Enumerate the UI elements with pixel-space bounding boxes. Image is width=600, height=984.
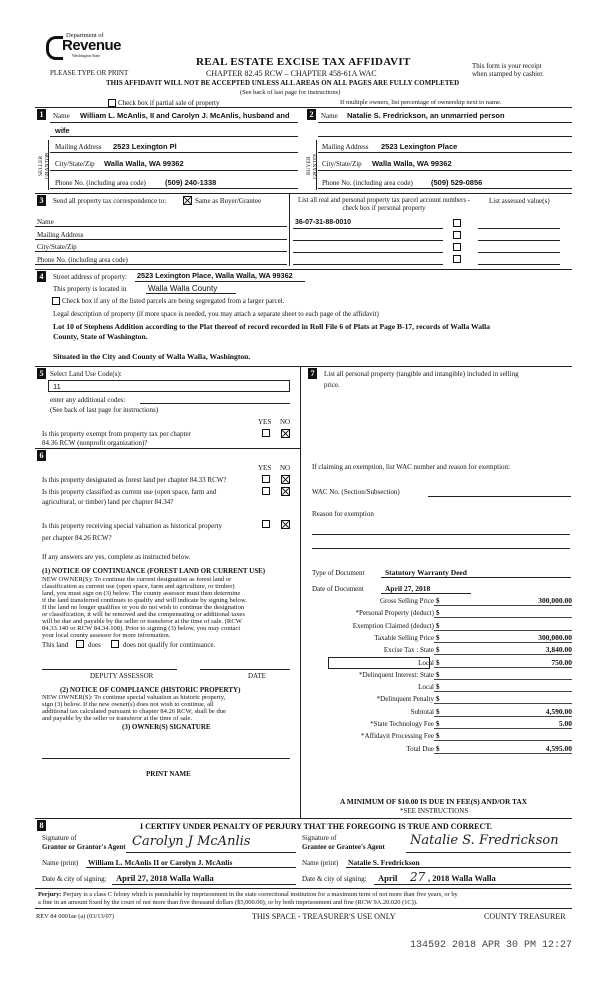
cashier-stamp: 134592 2018 APR 30 PM 12:27 [410,940,573,951]
continuance-line: or classification, it will be removed and the compensating or additional taxes [42,611,245,618]
logo [46,32,126,70]
forest-land-question: Is this property designated as forest land per chapter 84.33 RCW? [42,476,227,484]
same-as-buyer-label: Same as Buyer/Grantee [195,197,262,205]
tax-row-value[interactable]: 4,590.00 [545,706,572,716]
see-instructions-note: *SEE INSTRUCTIONS [400,807,469,815]
historical-no-checkbox[interactable] [281,520,290,529]
personal-property-label: List all personal property (tangible and intangible) included in selling [324,370,519,378]
tax-row-dollar: $ [436,744,440,753]
compliance-line: and payable by the seller or transferor at the time of sale. [42,715,193,722]
s6-yes-header: YES [258,464,272,472]
tax-row-dollar: $ [436,633,440,642]
tax-row-dollar: $ [436,670,440,679]
exempt-yes-checkbox[interactable] [262,429,270,437]
seller-city-value[interactable]: Walla Walla, WA 99362 [104,159,184,168]
current-use-no-checkbox[interactable] [281,487,290,496]
grantor-sig-label-2: Grantor or Grantor's Agent [42,843,126,851]
tax-row-dollar: $ [436,609,440,618]
tax-row-line [434,728,572,729]
exempt-question-2: 84.36 RCW (nonprofit organization)? [42,439,148,447]
compliance-title: (2) NOTICE OF COMPLIANCE (HISTORIC PROPERTY) [60,686,241,694]
grantee-name-value[interactable]: Natalie S. Fredrickson [348,858,420,867]
tax-row-line [434,605,572,606]
buyer-phone-value[interactable]: (509) 529-0856 [431,178,483,187]
continuance-line: if the land transferred continues to qualify and will indicate by signing below. [42,597,247,604]
tax-row-label: *Delinquent Penalty [376,695,434,704]
perjury-label: Perjury: [38,891,62,898]
historical-yes-checkbox[interactable] [262,520,270,528]
land-use-code-value: 11 [53,382,61,391]
tax-row-label: Gross Selling Price [379,597,434,605]
continuance-line: will be due and payable by the seller or transferor at the time of sale. (RCW [42,618,242,625]
section-3-number: 3 [37,195,46,206]
historical-question-1: Is this property receiving special valuation as historical property [42,522,223,530]
continuance-title: (1) NOTICE OF CONTINUANCE (FOREST LAND OR CURRENT USE) [42,567,266,575]
section-8-number: 8 [37,820,46,831]
parcel-number-value[interactable]: 36-07-31-88-0010 [295,219,352,226]
partial-sale-checkbox[interactable] [108,99,116,107]
s3-mail-label: Mailing Address [37,231,84,239]
section-1-number: 1 [37,109,46,120]
tax-row-value[interactable]: 750.00 [551,657,572,667]
seller-name-label: Name [53,112,70,120]
street-address-label: Street address of property: [53,273,128,281]
tax-row-line [434,753,572,754]
assessed-value-header: List assessed value(s) [489,197,550,205]
owner-signature-title: (3) OWNER(S) SIGNATURE [122,723,211,731]
tax-row-label: *Delinquent Interest: State [358,670,434,679]
parcel-4-personal-checkbox[interactable] [453,255,461,263]
multiple-owners-note: If multiple owners, list percentage of ownership next to name. [340,99,502,106]
document-date-label: Date of Document [312,585,364,593]
continuance-line: land, you must sign on (3) below. The county assessor must then determine [42,590,241,597]
exempt-question-1: Is this property exempt from property tax per chapter [42,430,191,438]
land-does-checkbox[interactable] [76,640,84,648]
compliance-line: additional tax calculated pursuant to chapter 84.26 RCW, shall be due [42,708,226,715]
wac-label: WAC No. (Section/Subsection) [312,488,400,496]
tax-row-label: Total Due [406,744,434,753]
tax-row-line [434,617,572,618]
tax-row-line [434,703,572,704]
current-use-question-1: Is this property classified as current use (open space, farm and [42,488,217,496]
buyer-mail-value[interactable]: 2523 Lexington Place [381,142,458,151]
tax-row-dollar: $ [436,683,440,692]
grantee-signature[interactable]: Natalie S. Fredrickson [410,833,559,848]
tax-row-label: *Personal Property (deduct) [355,609,434,618]
tax-row-label: *State Technology Fee [370,720,434,728]
instructions-note: (See back of last page for instructions) [240,89,341,96]
exempt-no-checkbox[interactable] [281,429,290,438]
segregated-label: Check box if any of the listed parcels are being segregated from a larger parcel. [62,297,285,305]
document-date-value[interactable]: April 27, 2018 [385,584,431,593]
buyer-mail-label: Mailing Address [322,143,369,151]
parcel-3-personal-checkbox[interactable] [453,243,461,251]
grantor-name-label: Name (print) [42,859,79,867]
continuance-line: your local county assessor for more information. [42,632,171,639]
current-use-question-2: agricultural, or timber) land per chapter 84.34? [42,498,174,506]
legal-description-line-1: Lot 10 of Stephens Addition according to the Plat thereof of record recorded in Roll File 6 of Plats at Page B-17, records of Walla Walla [53,322,491,331]
buyer-city-value[interactable]: Walla Walla, WA 99362 [372,159,452,168]
s3-phone-label: Phone No. (including area code) [37,256,128,264]
historical-question-2: per chapter 84.26 RCW? [42,534,112,542]
compliance-text [42,694,226,722]
grantor-name-value[interactable]: William L. McAnlis II or Carolyn J. McAnlis [88,858,233,867]
tax-row-line [434,740,572,741]
continuance-line: If the land no longer qualifies or you do not wish to continue the designation [42,604,245,611]
tax-row-value[interactable]: 3,840.00 [545,645,572,655]
tax-row-label: Exemption Claimed (deduct) [352,621,434,630]
logo-top-text: Department of [66,32,104,39]
tax-row-label: Local [418,658,434,667]
compliance-line: sign (3) below. If the new owner(s) does not wish to continue, all [42,701,214,708]
grantor-date-label: Date & city of signing: [42,875,107,883]
parcel-1-personal-checkbox[interactable] [453,219,461,227]
print-name-label: PRINT NAME [146,770,191,778]
tax-row-label: Excise Tax : State [383,646,434,655]
deputy-date-label: DATE [248,672,266,680]
receipt-text-2: when stamped by cashier. [472,70,544,78]
certify-statement: I CERTIFY UNDER PENALTY OF PERJURY THAT THE FOREGOING IS TRUE AND CORRECT. [140,822,493,831]
tax-row-dollar: $ [436,597,440,605]
forest-no-checkbox[interactable] [281,475,290,484]
land-does-not-checkbox[interactable] [111,640,119,648]
situated-text: Situated in the City and County of Walla Walla, Washington. [53,352,251,361]
additional-codes-label: enter any additional codes: [50,396,126,404]
same-as-buyer-checkbox[interactable] [183,196,192,205]
minimum-due-note: A MINIMUM OF $10.00 IS DUE IN FEE(S) AND/OR TAX [340,797,528,806]
tax-row-label: Local [418,683,434,692]
located-in-label: This property is located in [53,285,127,293]
seller-mail-label: Mailing Address [55,143,102,151]
buyer-name-label: Name [321,112,338,120]
buyer-grantee-side-label: BUYER GRANTEE [306,153,319,179]
logo-word: Revenue [62,37,122,54]
document-type-value[interactable]: Statutory Warranty Deed [385,568,467,577]
tax-row-value[interactable]: 4,595.00 [545,743,572,753]
grantee-date-rest[interactable]: , 2018 Walla Walla [428,873,496,883]
perjury-text: Perjury is a class C felony which is punishable by imprisonment in the state correctional institution for a maximum term of not more than five years, or by [63,891,458,898]
forest-yes-checkbox[interactable] [262,475,270,483]
section-7-number: 7 [308,368,317,379]
tax-row-value[interactable]: 300,000.00 [538,632,572,642]
seller-grantor-side-label: SELLER GRANTOR [38,152,51,180]
buyer-name-value[interactable]: Natalie S. Fredrickson, an unmarried person [347,111,505,120]
personal-property-label-2: price. [324,381,340,389]
grantor-signature[interactable]: Carolyn J McAnlis [132,834,251,849]
does-not-label: does not qualify for continuance. [123,641,216,649]
continuance-line: classification as current use (open space, farm and agriculture, or timber) [42,583,235,590]
legal-description-line-2: County, State of Washington. [53,332,148,341]
grantor-date-value[interactable]: April 27, 2018 Walla Walla [116,873,214,883]
seller-name-value[interactable]: William L. McAnlis, II and Carolyn J. McAnlis, husband and [80,111,290,120]
section-6-number: 6 [37,450,46,461]
tax-row-dollar: $ [436,732,440,741]
legal-description-label: Legal description of property (if more space is needed, you may attach a separate sheet to each page of the affidavit) [53,310,379,318]
seller-mail-value[interactable]: 2523 Lexington Pl [113,142,177,151]
compliance-line: NEW OWNER(S): To continue special valuation as historic property, [42,694,226,701]
partial-sale-label: Check box if partial sale of property [118,99,220,107]
seller-phone-value[interactable]: (509) 240-1338 [165,178,217,187]
tax-row-line [434,679,572,680]
tax-row-dollar: $ [436,720,440,728]
does-label: does [88,641,101,649]
exemption-claim-label: If claiming an exemption, list WAC number and reason for exemption: [312,463,510,471]
county-treasurer-label: COUNTY TREASURER [484,912,566,921]
deputy-assessor-label: DEPUTY ASSESSOR [90,672,154,680]
land-use-code-field[interactable] [48,380,290,392]
perjury-text-2: a fine in an amount fixed by the court of not more than five thousand dollars ($5,000.00), or by both imprisonment and fine (RCW 9A.20.020 (1C)). [38,899,418,906]
s5-no-header: NO [280,418,291,426]
logo-sub-text: Washington State [72,53,101,58]
seller-name-value-2[interactable]: wife [55,126,70,135]
reason-exemption-label: Reason for exemption [312,510,374,518]
seller-phone-label: Phone No. (including area code) [55,179,146,187]
s5-yes-header: YES [258,418,272,426]
section-2-number: 2 [307,109,316,120]
tax-row-dollar: $ [436,707,440,716]
chapter-text: CHAPTER 82.45 RCW – CHAPTER 458-61A WAC [206,69,377,78]
seller-city-label: City/State/Zip [55,160,95,168]
tax-row-line [434,691,572,692]
tax-row-dollar: $ [436,695,440,704]
tax-row-label: *Affidavit Processing Fee [361,732,434,741]
land-use-label: Select Land Use Code(s): [50,370,122,378]
current-use-yes-checkbox[interactable] [262,487,270,495]
grantee-date-label: Date & city of signing: [302,875,367,883]
tax-row-dollar: $ [436,646,440,655]
segregated-checkbox[interactable] [52,297,60,305]
form-revision: REV 84 0001ae (a) (03/13/07) [36,913,114,920]
tax-row-value[interactable]: 300,000.00 [538,596,572,605]
receipt-text-1: This form is your receipt [472,62,542,70]
section-5-number: 5 [37,368,46,379]
grantee-sig-label-1: Signature of [302,834,337,842]
grantee-name-label: Name (print) [302,859,339,867]
please-type-text: PLEASE TYPE OR PRINT [50,69,129,77]
tax-row-line [434,630,572,631]
tax-row-dollar: $ [436,621,440,630]
tax-row-label: Taxable Selling Price [374,633,434,642]
grantee-date-month[interactable]: April [378,873,398,883]
grantee-sig-label-2: Grantee or Grantee's Agent [302,843,385,851]
continuance-text [42,576,247,639]
county-value[interactable]: Walla Walla County [148,284,218,293]
grantor-sig-label-1: Signature of [42,834,77,842]
form-title: REAL ESTATE EXCISE TAX AFFIDAVIT [196,56,411,68]
continuance-line: NEW OWNER(S): To continue the current designation as forest land or [42,576,232,583]
buyer-city-label: City/State/Zip [322,160,362,168]
if-yes-note: If any answers are yes, complete as instructed below. [42,553,191,561]
land-use-instructions: (See back of last page for instructions) [50,406,159,414]
revenue-swoosh-icon [46,36,63,60]
s6-no-header: NO [280,464,291,472]
tax-row-dollar: $ [436,658,440,667]
street-address-value[interactable]: 2523 Lexington Place, Walla Walla, WA 99362 [137,271,293,280]
send-correspondence-label: Send all property tax correspondence to: [53,197,167,205]
tax-row-line [434,642,572,643]
tax-row-line [434,716,572,717]
treasurer-use-label: THIS SPACE - TREASURER'S USE ONLY [252,912,396,921]
continuance-line: 84.33.140 or RCW 84.34.108). Prior to signing (3) below, you may contact [42,625,241,632]
tax-row-line [434,667,572,668]
this-land-label: This land [42,641,69,649]
buyer-phone-label: Phone No. (including area code) [322,179,413,187]
s3-name-label: Name [37,218,54,226]
perjury-notice [38,891,458,899]
parcel-header: List all real and personal property tax parcel account numbers - check box if personal property [297,197,471,213]
document-type-label: Type of Document [312,569,365,577]
section-4-number: 4 [37,271,46,282]
tax-row-line [434,654,572,655]
tax-row-value[interactable]: 5.00 [558,719,572,728]
parcel-2-personal-checkbox[interactable] [453,231,461,239]
s3-city-label: City/State/Zip [37,243,77,251]
grantee-date-day[interactable]: 27 [410,870,426,884]
tax-row-label: Subtotal [410,707,434,716]
notice-text: THIS AFFIDAVIT WILL NOT BE ACCEPTED UNLESS ALL AREAS ON ALL PAGES ARE FULLY COMPLETED [106,79,460,87]
